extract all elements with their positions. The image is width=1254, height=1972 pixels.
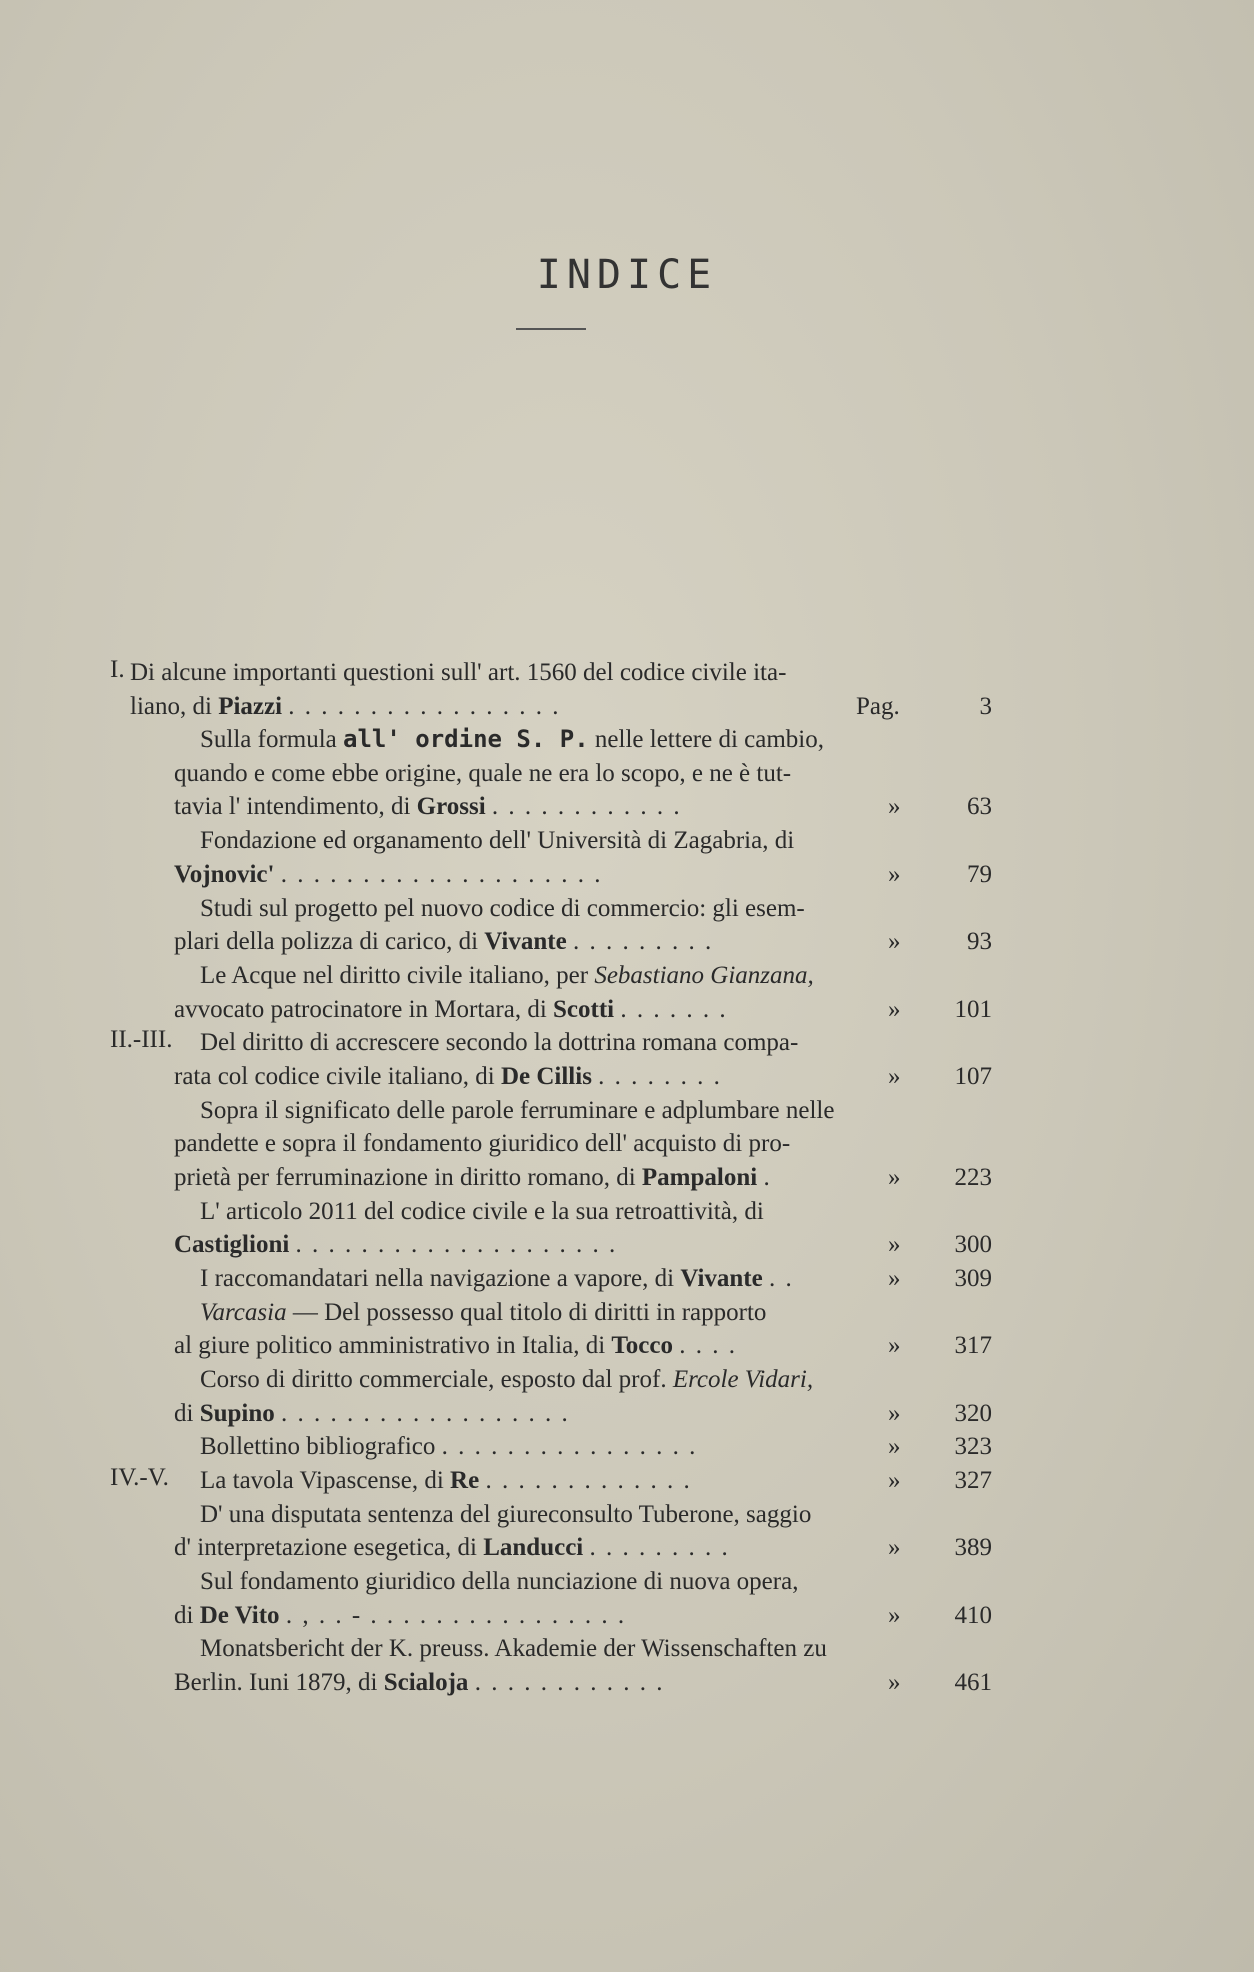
entry-title: La tavola Vipascense, di Re . . . . . . . . . . . . . (200, 1467, 692, 1494)
entry-title-cont: di De Vito . , . . - . . . . . . . . . . . . . . . . (174, 1602, 627, 1629)
ditto-mark: » (888, 1467, 901, 1494)
page-number: 63 (967, 793, 992, 820)
entry-title-cont: prietà per ferruminazione in diritto romano, di Pampaloni . (174, 1164, 772, 1191)
page-number: 309 (954, 1265, 992, 1292)
entry-title: Bollettino bibliografico . . . . . . . . . . . . . . . . (200, 1433, 698, 1460)
issue-number: IV.-V. (110, 1464, 169, 1491)
entry-title: Monatsbericht der K. preuss. Akademie der Wissenschaften zu (200, 1635, 827, 1662)
author-name: Vivante (680, 1265, 763, 1292)
entry-title: Corso di diritto commerciale, esposto dal prof. Ercole Vidari, (200, 1366, 814, 1393)
ditto-mark: » (888, 1433, 901, 1460)
page-number: 300 (954, 1231, 992, 1258)
page-number: 3 (979, 693, 992, 720)
author-name: Vojnovic' (174, 861, 275, 888)
ditto-mark: » (888, 1063, 901, 1090)
entry-title: L' articolo 2011 del codice civile e la sua retroattività, di (200, 1198, 764, 1225)
page-number: 461 (954, 1669, 992, 1696)
page-number: 323 (954, 1433, 992, 1460)
entry-title-cont: liano, di Piazzi . . . . . . . . . . . . . . . . . (130, 693, 561, 720)
entry-title-cont: Berlin. Iuni 1879, di Scialoja . . . . . . . . . . . . (174, 1669, 665, 1696)
entry-title-cont: di Supino . . . . . . . . . . . . . . . . . . (174, 1400, 570, 1427)
entry-title: Fondazione ed organamento dell' Università di Zagabria, di (200, 827, 795, 854)
page-number: 101 (954, 996, 992, 1023)
entry-title: Sulla formula all' ordine S. P. nelle lettere di cambio, (200, 725, 824, 753)
page-label: Pag. (856, 693, 900, 720)
author-name: Re (450, 1467, 480, 1494)
ditto-mark: » (888, 1332, 901, 1359)
page-number: 320 (954, 1400, 992, 1427)
entry-title: Di alcune importanti questioni sull' art. 1560 del codice civile ita- (130, 659, 787, 686)
author-name: Piazzi (218, 693, 283, 720)
entry-title-cont: tavia l' intendimento, di Grossi . . . . . . . . . . . . (174, 793, 682, 820)
entry-title: Sopra il significato delle parole ferruminare e adplumbare nelle (200, 1097, 835, 1124)
ditto-mark: » (888, 1231, 901, 1258)
entry-title-cont: Vojnovic' . . . . . . . . . . . . . . . . . . . . (174, 861, 603, 888)
author-name: Vivante (484, 928, 567, 955)
author-name: De Vito (199, 1602, 280, 1629)
ditto-mark: » (888, 928, 901, 955)
entry-title-cont: rata col codice civile italiano, di De Cillis . . . . . . . . (174, 1063, 722, 1090)
entry-title: Varcasia — Del possesso qual titolo di diritti in rapporto (200, 1299, 767, 1326)
issue-number: I. (110, 656, 125, 683)
title-divider (516, 328, 586, 330)
page-number: 327 (954, 1467, 992, 1494)
entry-title: Del diritto di accrescere secondo la dottrina romana compa- (200, 1029, 799, 1056)
entry-title: Le Acque nel diritto civile italiano, per Sebastiano Gianzana, (200, 962, 814, 989)
author-name: Grossi (416, 793, 486, 820)
entry-title-cont: al giure politico amministrativo in Italia, di Tocco . . . . (174, 1332, 737, 1359)
author-name: De Cillis (500, 1063, 592, 1090)
page-number: 410 (954, 1602, 992, 1629)
ditto-mark: » (888, 793, 901, 820)
entry-title-cont: Castiglioni . . . . . . . . . . . . . . . . . . . . (174, 1231, 618, 1258)
ditto-mark: » (888, 1400, 901, 1427)
page-number: 389 (954, 1534, 992, 1561)
entry-title: D' una disputata sentenza del giureconsulto Tuberone, saggio (200, 1501, 812, 1528)
ditto-mark: » (888, 1669, 901, 1696)
ditto-mark: » (888, 1164, 901, 1191)
entry-title-cont: avvocato patrocinatore in Mortara, di Scotti . . . . . . . (174, 996, 728, 1023)
ditto-mark: » (888, 996, 901, 1023)
entry-title: Sul fondamento giuridico della nunciazione di nuova opera, (200, 1568, 799, 1595)
author-name: Supino (199, 1400, 275, 1427)
author-name: Scotti (553, 996, 615, 1023)
ditto-mark: » (888, 861, 901, 888)
entry-title-cont: d' interpretazione esegetica, di Landucci . . . . . . . . . (174, 1534, 730, 1561)
entry-title: Studi sul progetto pel nuovo codice di commercio: gli esem- (200, 895, 805, 922)
author-name: Landucci (483, 1534, 584, 1561)
author-name: Castiglioni (174, 1231, 290, 1258)
page-number: 79 (967, 861, 992, 888)
ditto-mark: » (888, 1534, 901, 1561)
page-number: 223 (954, 1164, 992, 1191)
page-number: 107 (954, 1063, 992, 1090)
page-number: 317 (954, 1332, 992, 1359)
page-number: 93 (967, 928, 992, 955)
page-title: INDICE (536, 252, 718, 298)
author-name: Pampaloni (641, 1164, 758, 1191)
entry-title: I raccomandatari nella navigazione a vapore, di Vivante . . (200, 1265, 794, 1292)
ditto-mark: » (888, 1602, 901, 1629)
entry-title-cont: quando e come ebbe origine, quale ne era lo scopo, e ne è tut- (174, 760, 792, 787)
entry-title-cont: plari della polizza di carico, di Vivante . . . . . . . . . (174, 928, 714, 955)
author-name: Tocco (611, 1332, 673, 1359)
issue-number: II.-III. (110, 1026, 173, 1053)
ditto-mark: » (888, 1265, 901, 1292)
author-name: Scialoja (383, 1669, 469, 1696)
entry-title-cont: pandette e sopra il fondamento giuridico dell' acquisto di pro- (174, 1130, 791, 1157)
